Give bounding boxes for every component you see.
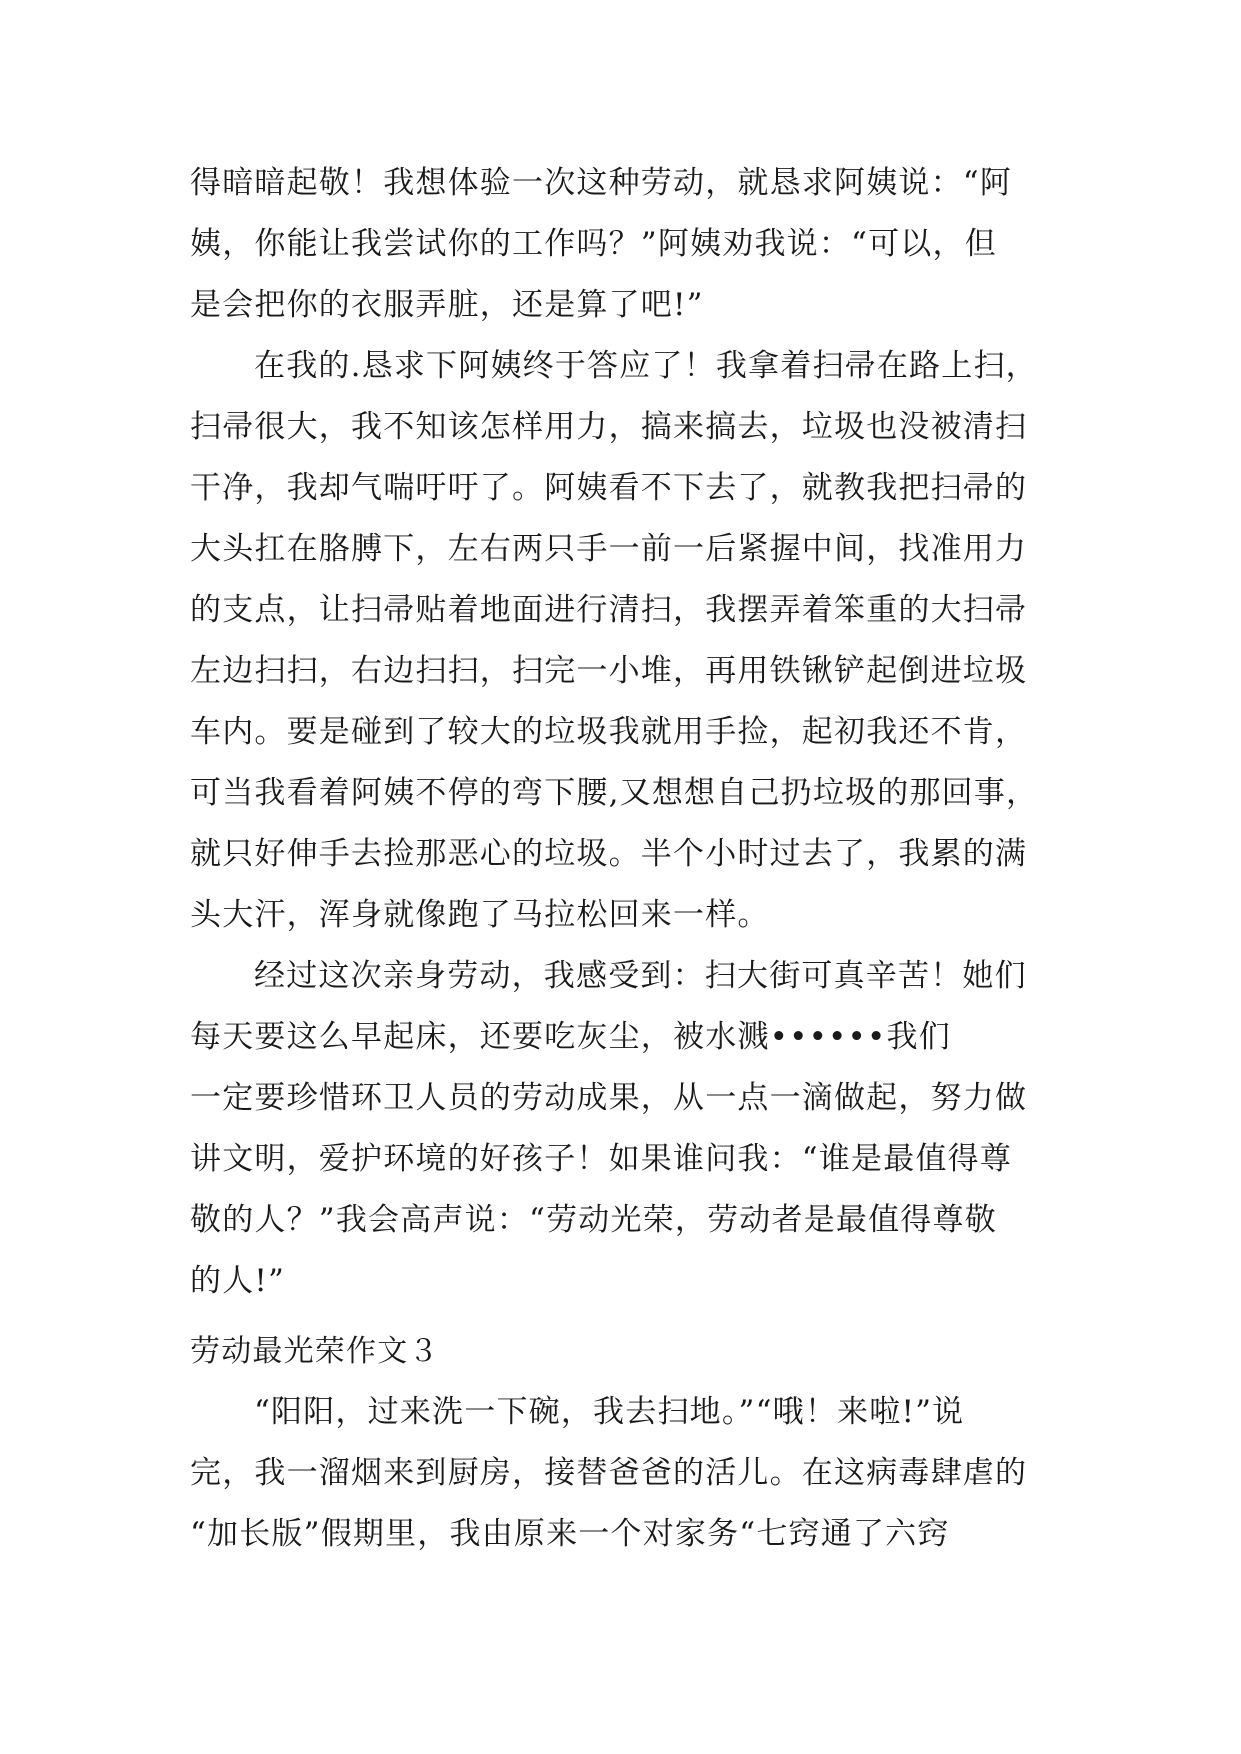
text-line: 经过这次亲身劳动，我感受到：扫大街可真辛苦！她们 bbox=[254, 958, 1027, 994]
text-line: 可当我看着阿姨不停的弯下腰,又想想自己扔垃圾的那回事， bbox=[190, 775, 1039, 811]
text-line: 姨，你能让我尝试你的工作吗？”阿姨劝我说：“可以，但 bbox=[190, 226, 997, 262]
text-line: 大头扛在胳膊下，左右两只手一前一后紧握中间，找准用力 bbox=[190, 531, 1028, 567]
text-line: 得暗暗起敬！我想体验一次这种劳动，就恳求阿姨说：“阿 bbox=[190, 165, 1013, 201]
text-line: 左边扫扫，右边扫扫，扫完一小堆，再用铁锹铲起倒进垃圾 bbox=[190, 653, 1028, 689]
section-heading bbox=[190, 1321, 1052, 1382]
section-title: 劳动最光荣作文３ bbox=[190, 1334, 440, 1369]
text-line: 每天要这么早起床，还要吃灰尘，被水溅••••••我们 bbox=[190, 1019, 951, 1055]
text-line: 头大汗，浑身就像跑了马拉松回来一样。 bbox=[190, 897, 770, 933]
paragraph bbox=[190, 1382, 1052, 1565]
text-line: 就只好伸手去捡那恶心的垃圾。半个小时过去了，我累的满 bbox=[190, 836, 1028, 872]
text-line: 一定要珍惜环卫人员的劳动成果，从一点一滴做起，努力做 bbox=[190, 1080, 1028, 1116]
text-line: 干净，我却气喘吁吁了。阿姨看不下去了，就教我把扫帚的 bbox=[190, 470, 1028, 506]
text-line: 的人!” bbox=[190, 1263, 286, 1299]
text-line: 车内。要是碰到了较大的垃圾我就用手捡，起初我还不肯， bbox=[190, 714, 1028, 750]
text-line: 敬的人？”我会高声说：“劳动光荣，劳动者是最值得尊敬 bbox=[190, 1202, 997, 1238]
text-line: 讲文明，爱护环境的好孩子！如果谁问我：“谁是最值得尊 bbox=[190, 1141, 1013, 1177]
text-line: “加长版”假期里，我由原来一个对家务“七窍通了六窍 bbox=[190, 1516, 950, 1552]
text-line: 在我的.恳求下阿姨终于答应了！我拿着扫帚在路上扫， bbox=[254, 348, 1038, 384]
paragraph-continued bbox=[190, 153, 1052, 336]
text-line: “阳阳，过来洗一下碗，我去扫地。”“哦！来啦!”说 bbox=[254, 1394, 965, 1430]
text-line: 的支点，让扫帚贴着地面进行清扫，我摆弄着笨重的大扫帚 bbox=[190, 592, 1028, 628]
essay-body-part-2 bbox=[190, 1321, 1052, 1565]
text-line: 扫帚很大，我不知该怎样用力，搞来搞去，垃圾也没被清扫 bbox=[190, 409, 1028, 445]
text-line: 完，我一溜烟来到厨房，接替爸爸的活儿。在这病毒肆虐的 bbox=[190, 1455, 1028, 1491]
essay-body-part-1 bbox=[190, 153, 1052, 1312]
paragraph bbox=[190, 336, 1052, 946]
text-line: 是会把你的衣服弄脏，还是算了吧!” bbox=[190, 287, 704, 323]
paragraph bbox=[190, 946, 1052, 1312]
